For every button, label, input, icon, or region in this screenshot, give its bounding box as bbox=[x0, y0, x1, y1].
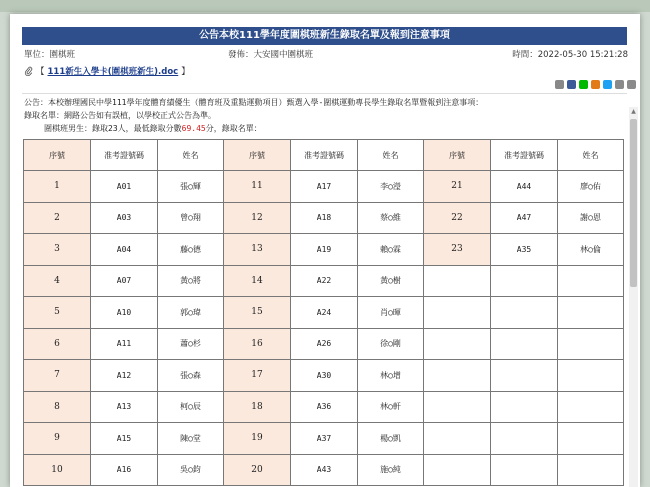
student-name: 柯◯辰 bbox=[158, 391, 224, 423]
seat-number bbox=[424, 328, 491, 360]
paperclip-icon bbox=[24, 66, 33, 76]
column-header: 姓名 bbox=[358, 140, 424, 171]
exam-id: A15 bbox=[91, 423, 158, 455]
link-icon[interactable] bbox=[555, 80, 564, 89]
column-header: 序號 bbox=[224, 140, 291, 171]
notice-line-2: 錄取名單：網路公告如有誤植，以學校正式公告為準。 bbox=[24, 111, 216, 120]
exam-id: A47 bbox=[491, 202, 558, 234]
seat-number: 23 bbox=[424, 234, 491, 266]
vertical-scrollbar[interactable] bbox=[629, 107, 638, 487]
seat-number bbox=[424, 454, 491, 486]
exam-id: A11 bbox=[91, 328, 158, 360]
exam-id: A16 bbox=[91, 454, 158, 486]
attachment-bracket-close: 】 bbox=[181, 67, 190, 77]
seat-number: 9 bbox=[24, 423, 91, 455]
student-name: 藤◯德 bbox=[158, 234, 224, 266]
seat-number: 11 bbox=[224, 171, 291, 203]
exam-id: A30 bbox=[291, 360, 358, 392]
exam-id bbox=[491, 360, 558, 392]
seat-number: 1 bbox=[24, 171, 91, 203]
column-header: 准考證號碼 bbox=[91, 140, 158, 171]
student-name bbox=[558, 423, 624, 455]
admission-table bbox=[23, 139, 624, 486]
student-name bbox=[558, 265, 624, 297]
table-row bbox=[24, 391, 624, 423]
seat-number: 7 bbox=[24, 360, 91, 392]
facebook-icon[interactable] bbox=[567, 80, 576, 89]
student-name: 張◯森 bbox=[158, 360, 224, 392]
line-icon[interactable] bbox=[579, 80, 588, 89]
publisher-label: 發佈：大安國中圍棋班 bbox=[228, 50, 314, 60]
student-name: 肖◯暉 bbox=[358, 297, 424, 329]
seat-number bbox=[424, 265, 491, 297]
exam-id: A04 bbox=[91, 234, 158, 266]
exam-id bbox=[491, 423, 558, 455]
seat-number: 5 bbox=[24, 297, 91, 329]
student-name: 徐◯剛 bbox=[358, 328, 424, 360]
scroll-up-arrow-icon[interactable]: ▲ bbox=[631, 108, 636, 115]
seat-number: 19 bbox=[224, 423, 291, 455]
exam-id: A44 bbox=[491, 171, 558, 203]
exam-id: A01 bbox=[91, 171, 158, 203]
table-row bbox=[24, 297, 624, 329]
column-header: 序號 bbox=[424, 140, 491, 171]
email-icon[interactable] bbox=[615, 80, 624, 89]
announcement-window bbox=[10, 14, 640, 487]
attachment-row bbox=[24, 65, 190, 77]
twitter-icon[interactable] bbox=[603, 80, 612, 89]
seat-number: 14 bbox=[224, 265, 291, 297]
exam-id: A35 bbox=[491, 234, 558, 266]
time-label: 時間：2022-05-30 15:21:28 bbox=[512, 50, 628, 60]
exam-id: A07 bbox=[91, 265, 158, 297]
table-row bbox=[24, 171, 624, 203]
student-name: 林◯軒 bbox=[358, 391, 424, 423]
student-name: 吳◯鈞 bbox=[158, 454, 224, 486]
student-name: 張◯輝 bbox=[158, 171, 224, 203]
seat-number: 6 bbox=[24, 328, 91, 360]
exam-id bbox=[491, 454, 558, 486]
print-icon[interactable] bbox=[627, 80, 636, 89]
seat-number: 21 bbox=[424, 171, 491, 203]
student-name bbox=[558, 454, 624, 486]
browser-backdrop bbox=[0, 0, 650, 12]
table-row bbox=[24, 265, 624, 297]
seat-number: 15 bbox=[224, 297, 291, 329]
seat-number: 12 bbox=[224, 202, 291, 234]
divider bbox=[22, 93, 627, 94]
table-row bbox=[24, 234, 624, 266]
exam-id: A13 bbox=[91, 391, 158, 423]
scrollbar-thumb[interactable] bbox=[630, 119, 637, 287]
student-name: 林◯倫 bbox=[558, 234, 624, 266]
exam-id: A37 bbox=[291, 423, 358, 455]
student-name: 林◯增 bbox=[358, 360, 424, 392]
column-header: 姓名 bbox=[558, 140, 624, 171]
attachment-link[interactable]: 111新生入學卡(圍棋班新生).doc bbox=[47, 67, 179, 77]
student-name bbox=[558, 391, 624, 423]
exam-id: A36 bbox=[291, 391, 358, 423]
seat-number: 20 bbox=[224, 454, 291, 486]
seat-number bbox=[424, 391, 491, 423]
seat-number: 18 bbox=[224, 391, 291, 423]
seat-number: 2 bbox=[24, 202, 91, 234]
exam-id: A43 bbox=[291, 454, 358, 486]
student-name: 廖◯佑 bbox=[558, 171, 624, 203]
student-name: 蔡◯維 bbox=[358, 202, 424, 234]
exam-id bbox=[491, 297, 558, 329]
notice-line-1: 公告：本校辦理國民中學111學年度體育績優生（體育班及重點運動項目）甄選入學-圍棋運動專長學生錄取名單暨報到注意事項： bbox=[24, 98, 484, 107]
exam-id: A22 bbox=[291, 265, 358, 297]
notice-text bbox=[24, 96, 614, 135]
notice-line-3 bbox=[24, 122, 614, 135]
seat-number: 8 bbox=[24, 391, 91, 423]
exam-id: A19 bbox=[291, 234, 358, 266]
exam-id: A10 bbox=[91, 297, 158, 329]
announcement-title: 公告本校111學年度圍棋班新生錄取名單及報到注意事項 bbox=[22, 27, 627, 45]
table-row bbox=[24, 328, 624, 360]
seat-number: 3 bbox=[24, 234, 91, 266]
student-name bbox=[558, 360, 624, 392]
exam-id bbox=[491, 265, 558, 297]
table-row bbox=[24, 360, 624, 392]
exam-id: A17 bbox=[291, 171, 358, 203]
attachment-bracket-open: 【 bbox=[36, 67, 45, 77]
student-name: 黃◯將 bbox=[158, 265, 224, 297]
table-header-row bbox=[24, 140, 624, 171]
seat-number: 10 bbox=[24, 454, 91, 486]
table-row bbox=[24, 202, 624, 234]
notice-line-3-suffix: 分，錄取名單： bbox=[205, 124, 262, 133]
table-row bbox=[24, 454, 624, 486]
exam-id bbox=[491, 391, 558, 423]
student-name: 賴◯霖 bbox=[358, 234, 424, 266]
student-name: 陳◯堂 bbox=[158, 423, 224, 455]
seat-number bbox=[424, 360, 491, 392]
seat-number: 13 bbox=[224, 234, 291, 266]
exam-id: A12 bbox=[91, 360, 158, 392]
seat-number bbox=[424, 297, 491, 329]
unit-label: 單位：圍棋班 bbox=[24, 50, 76, 60]
exam-id: A18 bbox=[291, 202, 358, 234]
plurk-icon[interactable] bbox=[591, 80, 600, 89]
seat-number: 17 bbox=[224, 360, 291, 392]
column-header: 姓名 bbox=[158, 140, 224, 171]
seat-number: 16 bbox=[224, 328, 291, 360]
column-header: 准考證號碼 bbox=[491, 140, 558, 171]
seat-number bbox=[424, 423, 491, 455]
exam-id: A03 bbox=[91, 202, 158, 234]
student-name: 李◯瀅 bbox=[358, 171, 424, 203]
student-name: 曾◯翔 bbox=[158, 202, 224, 234]
student-name bbox=[558, 328, 624, 360]
exam-id: A26 bbox=[291, 328, 358, 360]
seat-number: 4 bbox=[24, 265, 91, 297]
student-name bbox=[558, 297, 624, 329]
seat-number: 22 bbox=[424, 202, 491, 234]
column-header: 准考證號碼 bbox=[291, 140, 358, 171]
column-header: 序號 bbox=[24, 140, 91, 171]
student-name: 施◯純 bbox=[358, 454, 424, 486]
exam-id: A24 bbox=[291, 297, 358, 329]
student-name: 郭◯瑋 bbox=[158, 297, 224, 329]
share-toolbar bbox=[555, 80, 636, 89]
exam-id bbox=[491, 328, 558, 360]
table-row bbox=[24, 423, 624, 455]
student-name: 楊◯凱 bbox=[358, 423, 424, 455]
student-name: 黃◯樹 bbox=[358, 265, 424, 297]
student-name: 謝◯恩 bbox=[558, 202, 624, 234]
notice-line-3-prefix: 圍棋班男生：錄取23人，最低錄取分數 bbox=[44, 124, 182, 133]
student-name: 蕭◯杉 bbox=[158, 328, 224, 360]
min-score: 69.45 bbox=[181, 124, 206, 133]
